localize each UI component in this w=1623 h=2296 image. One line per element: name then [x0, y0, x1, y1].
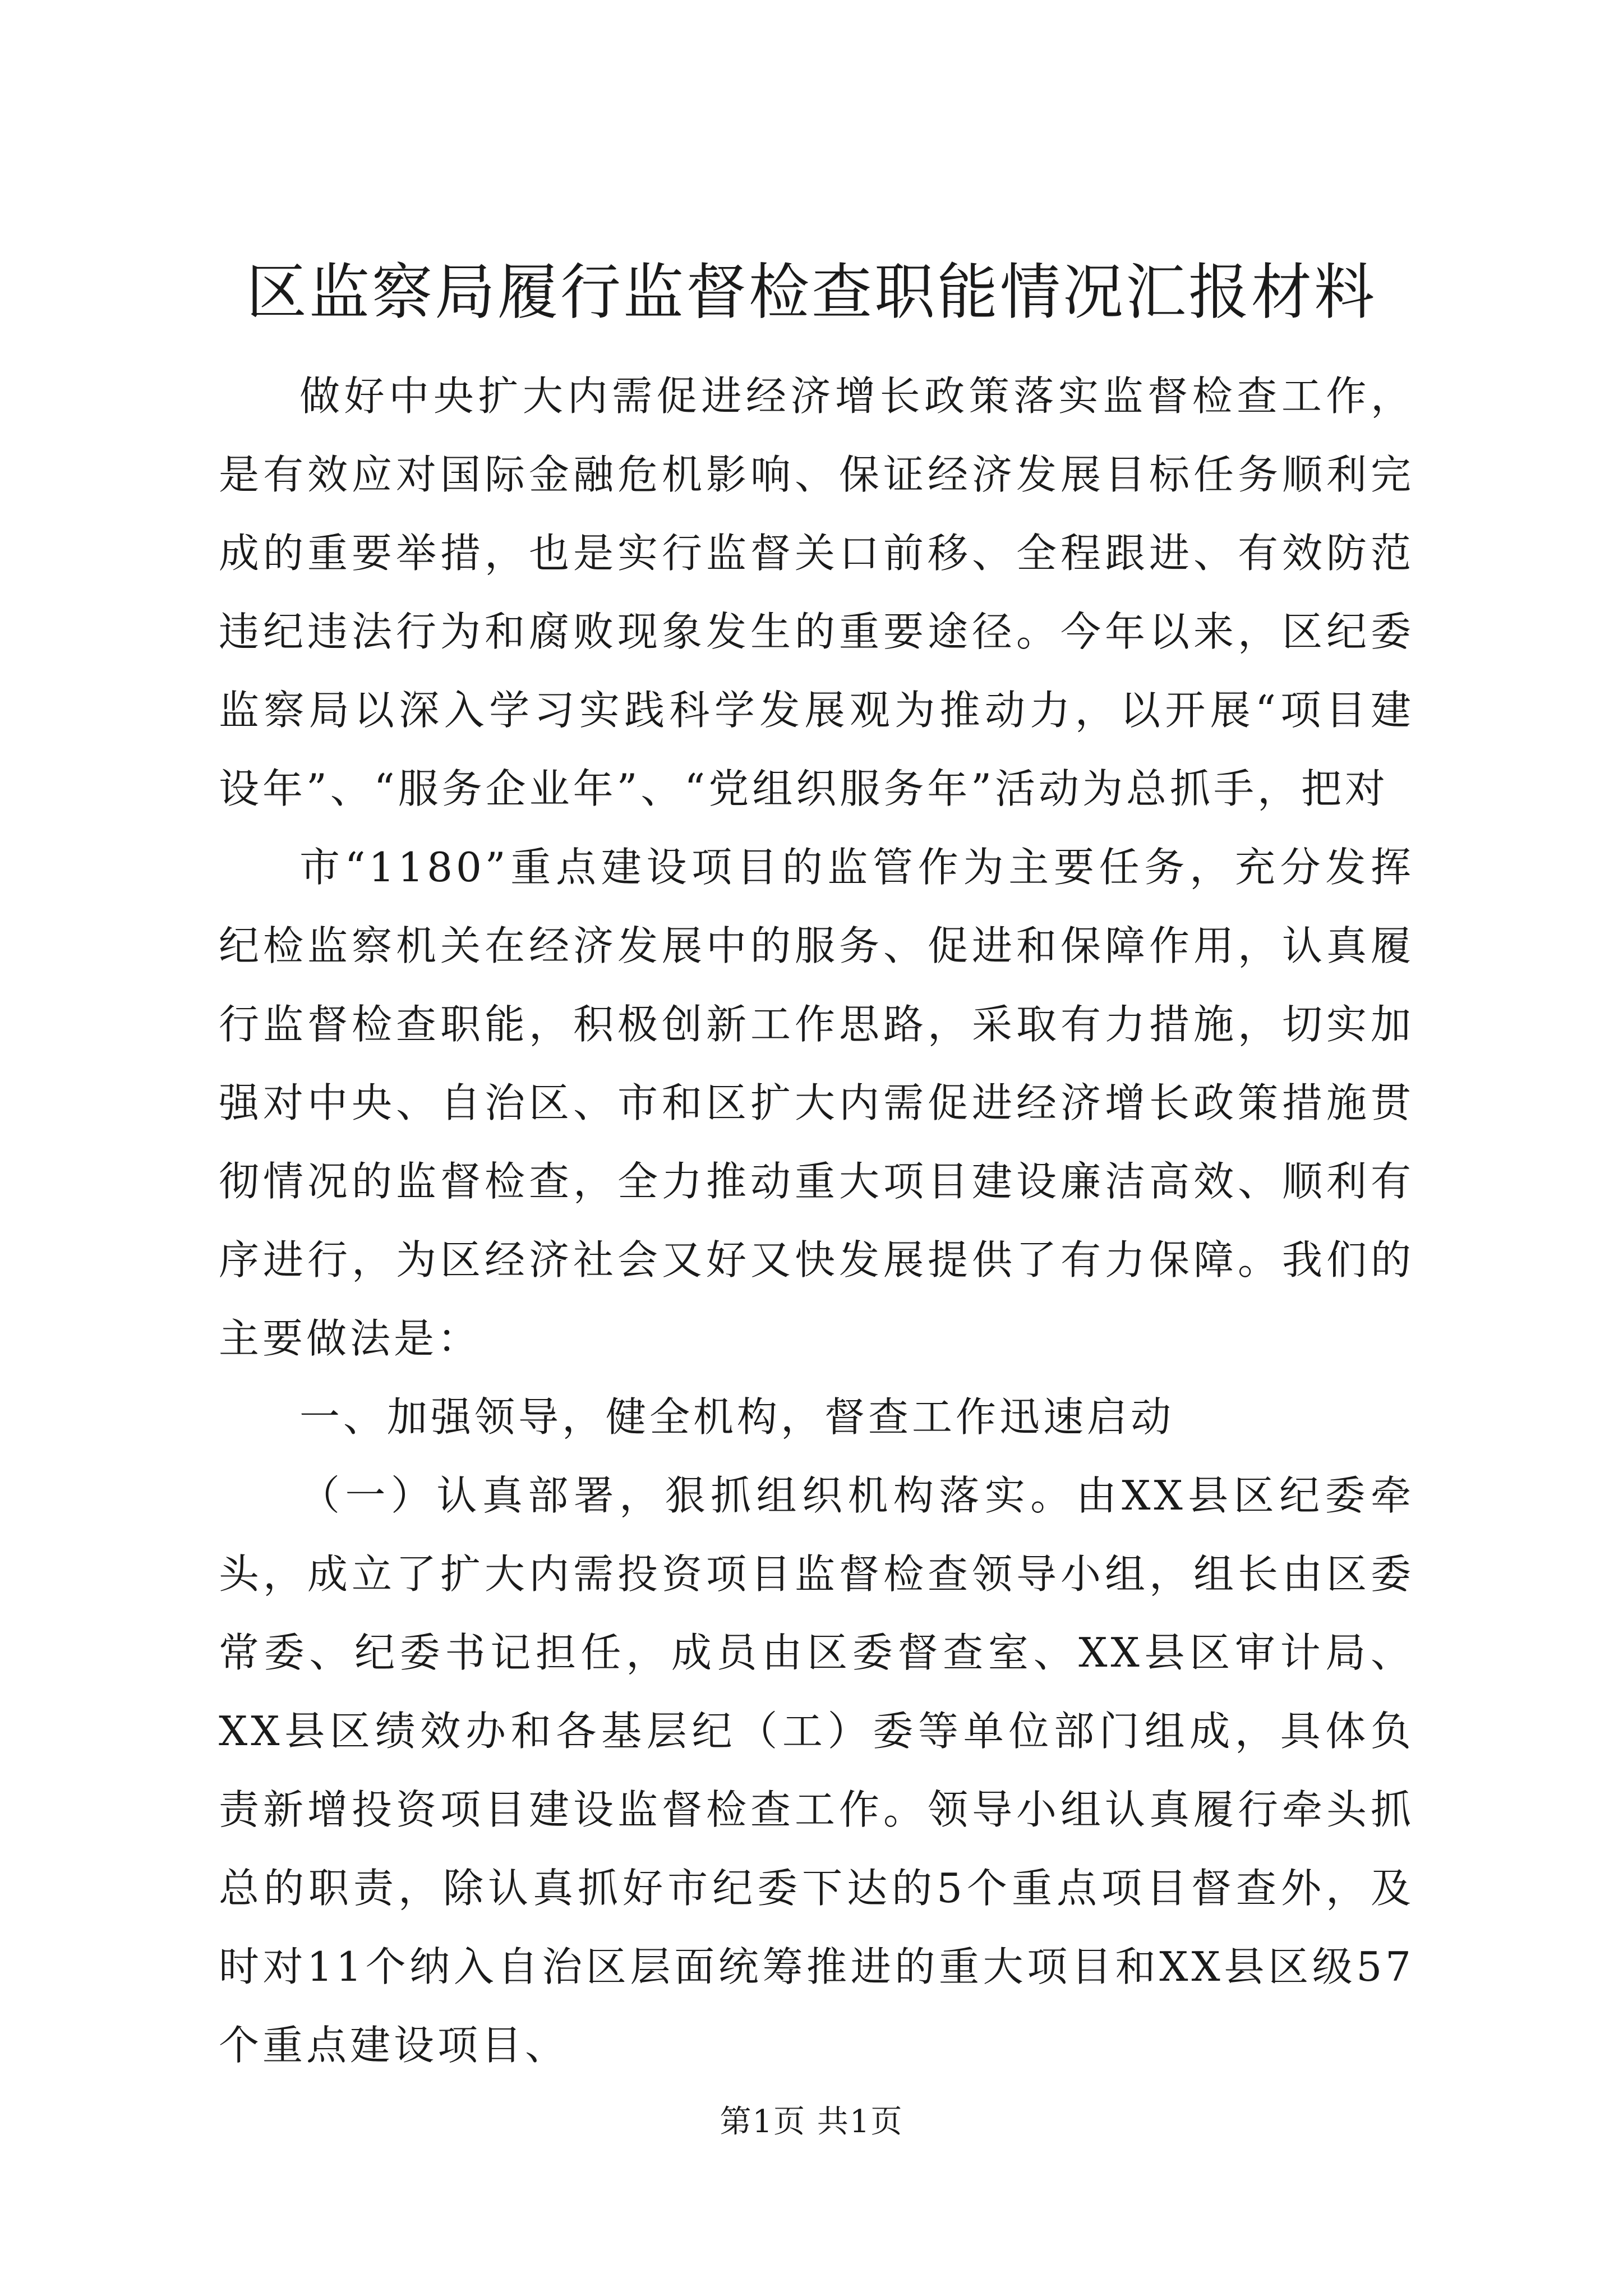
paragraph: 市“1180”重点建设项目的监管作为主要任务，充分发挥纪检监察机关在经济发展中的服务、促进和保障作用，认真履行监督检查职能，积极创新工作思路，采取有力措施，切实加强对中央、自治区、市和区扩大内需促进经济增长政策措施贯彻情况的监督检查，全力推动重大项目建设廉洁高效、顺利有序进行，为区经济社会又好又快发展提供了有力保障。我们的主要做法是： — [219, 844, 1414, 1362]
paragraph: （一）认真部署，狠抓组织机构落实。由XX县区纪委牵头，成立了扩大内需投资项目监督检查领导小组，组长由区委常委、纪委书记担任，成员由区委督查室、XX县区审计局、XX县区绩效办和各基层纪（工）委等单位部门组成，具体负责新增投资项目建设监督检查工作。领导小组认真履行牵头抓总的职责，除认真抓好市纪委下达的5个重点项目督查外，及时对11个纳入自治区层面统筹推进的重大项目和XX县区级57个重点建设项目、 — [219, 1472, 1414, 2069]
document-title: 区监察局履行监督检查职能情况汇报材料 — [246, 257, 1377, 328]
page-number-footer: 第1页 共1页 — [720, 2104, 903, 2140]
paragraph: 做好中央扩大内需促进经济增长政策落实监督检查工作，是有效应对国际金融危机影响、保证经济发展目标任务顺利完成的重要举措，也是实行监督关口前移、全程跟进、有效防范违纪违法行为和腐败现象发生的重要途径。今年以来，区纪委监察局以深入学习实践科学发展观为推动力，以开展“项目建设年”、“服务企业年”、“党组织服务年”活动为总抓手，把对 — [219, 372, 1414, 812]
section-heading: 一、加强领导，健全机构，督查工作迅速启动 — [299, 1393, 1175, 1441]
document-body — [219, 357, 1414, 2085]
